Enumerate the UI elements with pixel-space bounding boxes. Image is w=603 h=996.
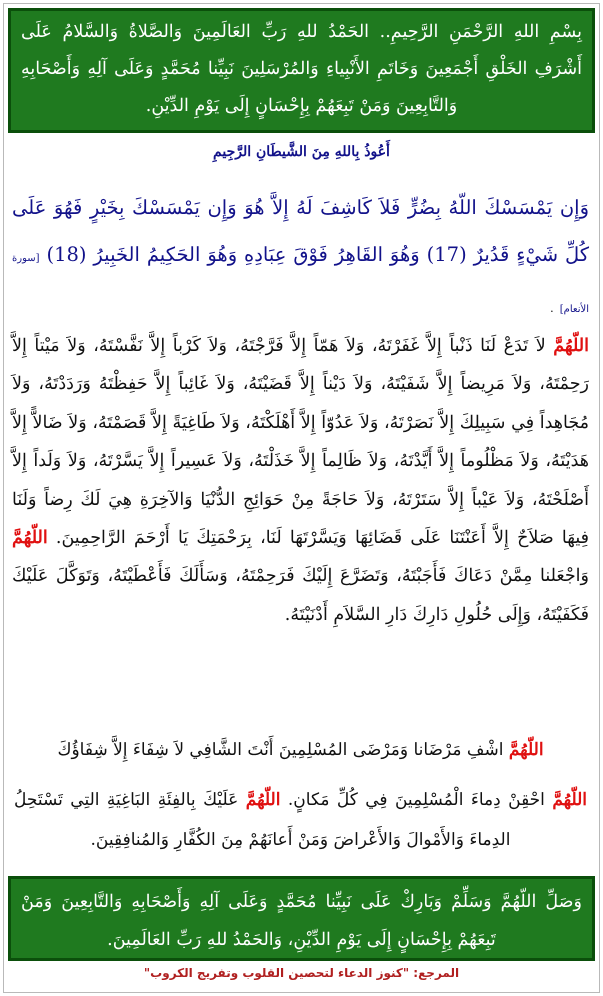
protection-supplication: [14, 780, 587, 860]
protection-supplication-part-1: احْقِنْ دِماءَ الْمُسْلِمِينَ فِي كُلِّ مَكانٍ.: [287, 790, 545, 810]
healing-supplication: [14, 730, 587, 770]
taawwudh-line: أَعُوذُ بِاللهِ مِنَ الشَّيطَانِ الرَّجِيمِ: [213, 144, 390, 160]
allahumma-highlight: اللّهُمَّ: [553, 336, 589, 356]
supplication-part-1: لاَ تَدَعْ لَنَا ذَنْباً إِلاَّ غَفَرْتَهُ، وَلاَ هَمّاً إِلاَّ فَرَّجْتَهُ، وَلاَ كَرْباً إِلاَّ نَفَّسْتَهُ، وَلاَ مَيْتاً إِلاَّ رَحِمْتَهُ، وَلاَ مَرِيضاً إِلاَّ شَفَيْتَهُ، وَلاَ دَيْناً إِلاَّ قَضَيْتَهُ، وَلاَ غَائِباً إِلاَّ حَفِظْتَهُ وَرَدَدْتَهُ، وَلاَ مُجَاهِداً فِي سَبِيلِكَ إِلاَّ نَصَرْتَهُ، وَلاَ عَدُوّاً إِلاَّ أَهْلَكْتَهُ، وَلاَ طَاغِيَةً إِلاَّ قَصَمْتَهُ، وَلاَ ضَالاًّ إِلاَّ هَدَيْتَهُ، وَلاَ مَظْلُوماً إِلاَّ أَيَّدْتَهُ، وَلاَ ظَالِماً إِلاَّ خَذَلْتَهُ، وَلاَ عَسِيراً إِلاَّ يَسَّرْتَهُ، وَلاَ وَلَداً إِلاَّ أَصْلَحْتَهُ، وَلاَ عَيْباً إِلاَّ سَتَرْتَهُ، وَلاَ حَاجَةً مِنْ حَوَائِجِ الدُّنْيَا وَالآخِرَةِ هِيَ لَكَ رِضاً وَلَنَا فِيهَا صَلاَحٌ إِلاَّ أَعَنْتَنَا عَلَى قَضَائِهَا وَيَسَّرْتَهَا لَنَا، بِرَحْمَتِكَ يَا أَرْحَمَ الرَّاحِمِينَ.: [12, 336, 589, 549]
opening-invocation-text: بِسْمِ اللهِ الرَّحْمَنِ الرَّحِيمِ.. الحَمْدُ للهِ رَبِّ العَالَمِينَ وَالصَّلاةُ وَالسَّلامُ عَلَى أَشْرَفِ الخَلْقِ أَجْمَعِينَ وَخَاتَمِ الأَنْبِياءِ وَالمُرْسَلِينَ نَبِيِّنا مُحَمَّدٍ وَعَلَى آلِهِ وَأَصْحَابِهِ وَالتَّابِعِينَ وَمَنْ تَبِعَهُمْ بِإِحْسَانٍ إِلَى يَوْمِ الدِّيْنِ.: [21, 22, 582, 116]
source-reference: المرجع: "كنوز الدعاء لتحصين القلوب وتفريج الكروب": [143, 966, 460, 980]
opening-invocation-box: [8, 8, 595, 133]
closing-salawat-box: [8, 876, 595, 961]
closing-salawat-text: وَصَلِّ اللّهُمَّ وَسَلِّمْ وَبَارِكْ عَلَى نَبِيِّنا مُحَمَّدٍ وَعَلَى آلِهِ وَأَصْحَابِهِ وَالتَّابِعِينَ وَمَنْ تَبِعَهُمْ بِإِحْسَانٍ إِلَى يَوْمِ الدِّيْنِ، وَالحَمْدُ للهِ رَبِّ العَالَمِينَ.: [21, 892, 582, 950]
supplication-part-2: وَاجْعَلنا مِمَّنْ دَعَاكَ فَأَجَبْتَهُ، وَتَضَرَّعَ إِلَيْكَ فَرَحِمْتَهُ، وَسَأَلَكَ فَأَعْطَيْتَهُ، وَتَوَكَّلَ عَلَيْكَ فَكَفَيْتَهُ، وَإِلَى حُلُولِ دَارِكَ دَارِ السَّلاَمِ أَدْنَيْتَهُ.: [12, 566, 589, 625]
allahumma-highlight: اللّهُمَّ: [552, 790, 588, 810]
allahumma-highlight: اللّهُمَّ: [508, 740, 544, 760]
surah-reference: [سورة الأنعام]: [12, 253, 589, 315]
protection-supplication-part-2: عَلَيْكَ بِالفِئَةِ البَاغِيَةِ التِي تَسْتَحِلُ الدِماءَ وَالأَمْوالَ وَالأَعْراضَ وَمَنْ أَعانَهُمْ مِنَ الكُفَّارِ وَالمُنافِقِينَ.: [14, 790, 511, 850]
verse-text: وَإِن يَمْسَسْكَ اللّهُ بِضُرٍّ فَلاَ كَاشِفَ لَهُ إِلاَّ هُوَ وَإِن يَمْسَسْكَ بِخَيْرٍ فَهُوَ عَلَى كُلِّ شَيْءٍ قَدُيرٌ (17) وَهُوَ القَاهِرُ فَوْقَ عِبَادِهِ وَهُوَ الحَكِيمُ الخَبِيرُ (18): [12, 196, 590, 266]
healing-supplication-text: اشْفِ مَرْضَانا وَمَرْضَى المُسْلِمِينَ أَنْتَ الشَّافِي لاَ شِفَاءَ إِلاَّ شِفَاؤُكَ: [57, 740, 504, 760]
main-supplication: [12, 327, 589, 634]
allahumma-highlight: اللّهُمَّ: [245, 790, 281, 810]
quran-verse: [12, 184, 589, 333]
allahumma-highlight: اللّهُمَّ: [12, 528, 48, 549]
verse-end-mark: .: [550, 302, 554, 315]
